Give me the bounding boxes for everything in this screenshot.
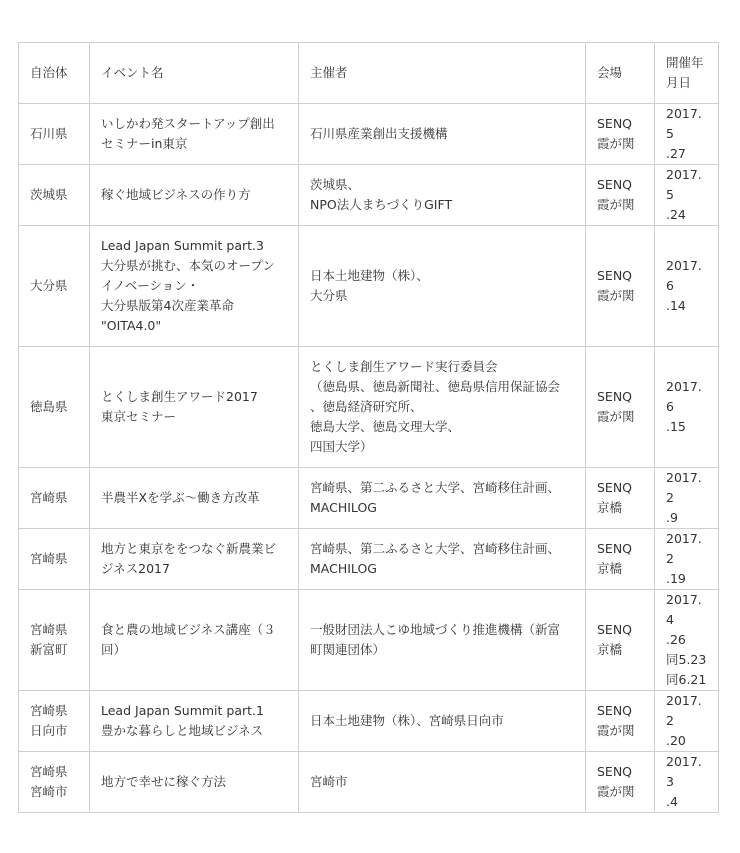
table-row — [19, 226, 719, 347]
table-row — [19, 104, 719, 165]
cell-organizer: 一般財団法人こゆ地域づくり推進機構（新富 町関連団体） — [299, 590, 586, 691]
cell-organizer: とくしま創生アワード実行委員会 （徳島県、徳島新聞社、徳島県信用保証協会 、徳島経済研究所、 徳島大学、徳島文理大学、 四国大学） — [299, 347, 586, 468]
table-row — [19, 691, 719, 752]
cell-organizer: 宮崎市 — [299, 752, 586, 813]
cell-venue: SENQ 霞が関 — [586, 104, 655, 165]
cell-venue: SENQ 霞が関 — [586, 226, 655, 347]
cell-venue: SENQ 京橋 — [586, 590, 655, 691]
cell-date: 2017.5 .24 — [655, 165, 719, 226]
cell-venue: SENQ 霞が関 — [586, 347, 655, 468]
cell-date: 2017.6 .14 — [655, 226, 719, 347]
cell-organizer: 茨城県、 NPO法人まちづくりGIFT — [299, 165, 586, 226]
cell-municipality: 石川県 — [19, 104, 90, 165]
table-row — [19, 590, 719, 691]
table-row — [19, 165, 719, 226]
cell-venue: SENQ 霞が関 — [586, 752, 655, 813]
cell-municipality: 宮崎県 新富町 — [19, 590, 90, 691]
header-organizer: 主催者 — [299, 43, 586, 104]
cell-municipality: 徳島県 — [19, 347, 90, 468]
cell-date: 2017.6 .15 — [655, 347, 719, 468]
cell-event: いしかわ発スタートアップ創出 セミナーin東京 — [90, 104, 299, 165]
cell-municipality: 茨城県 — [19, 165, 90, 226]
cell-municipality: 宮崎県 — [19, 529, 90, 590]
table-row — [19, 752, 719, 813]
cell-event: Lead Japan Summit part.3 大分県が挑む、本気のオープン イノベーション・ 大分県版第4次産業革命 "OITA4.0" — [90, 226, 299, 347]
cell-organizer: 石川県産業創出支援機構 — [299, 104, 586, 165]
cell-organizer: 日本土地建物（株）、宮崎県日向市 — [299, 691, 586, 752]
cell-organizer: 宮崎県、第二ふるさと大学、宮崎移住計画、 MACHILOG — [299, 468, 586, 529]
cell-date: 2017.3 .4 — [655, 752, 719, 813]
cell-date: 2017.2 .20 — [655, 691, 719, 752]
header-date: 開催年 月日 — [655, 43, 719, 104]
cell-event: 地方と東京ををつなぐ新農業ビ ジネス2017 — [90, 529, 299, 590]
table-header-row — [19, 43, 719, 104]
header-municipality: 自治体 — [19, 43, 90, 104]
cell-venue: SENQ 霞が関 — [586, 691, 655, 752]
header-event: イベント名 — [90, 43, 299, 104]
cell-event: 食と農の地域ビジネス講座（３ 回） — [90, 590, 299, 691]
cell-municipality: 宮崎県 — [19, 468, 90, 529]
cell-event: 半農半Xを学ぶ〜働き方改革 — [90, 468, 299, 529]
cell-organizer: 日本土地建物（株）、 大分県 — [299, 226, 586, 347]
cell-municipality: 宮崎県 宮崎市 — [19, 752, 90, 813]
cell-date: 2017.2 .19 — [655, 529, 719, 590]
cell-venue: SENQ 京橋 — [586, 468, 655, 529]
cell-municipality: 宮崎県 日向市 — [19, 691, 90, 752]
cell-date: 2017.4 .26 同5.23 同6.21 — [655, 590, 719, 691]
cell-event: 地方で幸せに稼ぐ方法 — [90, 752, 299, 813]
table-row — [19, 529, 719, 590]
table-row — [19, 468, 719, 529]
cell-date: 2017.2 .9 — [655, 468, 719, 529]
header-venue: 会場 — [586, 43, 655, 104]
events-table — [18, 42, 719, 813]
cell-venue: SENQ 京橋 — [586, 529, 655, 590]
cell-municipality: 大分県 — [19, 226, 90, 347]
cell-event: 稼ぐ地域ビジネスの作り方 — [90, 165, 299, 226]
cell-organizer: 宮崎県、第二ふるさと大学、宮崎移住計画、 MACHILOG — [299, 529, 586, 590]
cell-event: とくしま創生アワード2017 東京セミナー — [90, 347, 299, 468]
cell-date: 2017.5 .27 — [655, 104, 719, 165]
cell-venue: SENQ 霞が関 — [586, 165, 655, 226]
cell-event: Lead Japan Summit part.1 豊かな暮らしと地域ビジネス — [90, 691, 299, 752]
table-row — [19, 347, 719, 468]
